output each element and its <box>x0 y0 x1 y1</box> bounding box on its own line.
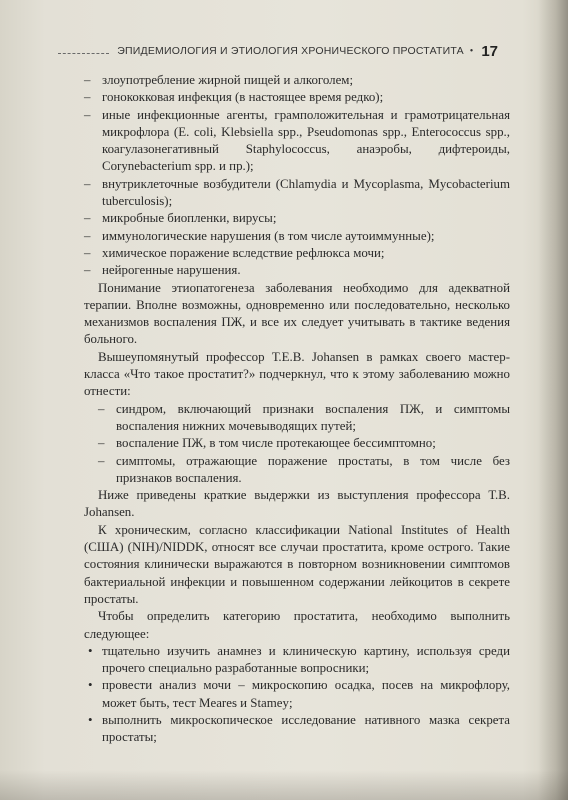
list-item: – иные инфекционные агенты, грамположительная и грамотрицательная микрофлора (E. coli, Klebsiella spp., Pseudomonas spp., Enterococcus spp., коагулазонегативный Staphylococcus, анаэробы, дифтероиды, Corynebacterium spp. и пр.); <box>84 107 510 176</box>
list-item: – синдром, включающий признаки воспаления ПЖ, и симптомы воспаления нижних мочевыводящих путей; <box>98 401 510 436</box>
list-item: – иммунологические нарушения (в том числе аутоиммунные); <box>84 228 510 245</box>
list-item: – гонококковая инфекция (в настоящее время редко); <box>84 89 510 106</box>
list-item: • провести анализ мочи – микроскопию осадка, посев на микрофлору, может быть, тест Meares и Stamey; <box>84 677 510 712</box>
page-number: 17 <box>481 43 498 60</box>
list-item: – химическое поражение вследствие рефлюкса мочи; <box>84 245 510 262</box>
list-item: – микробные биопленки, вирусы; <box>84 210 510 227</box>
list-item: • выполнить микроскопическое исследование нативного мазка секрета простаты; <box>84 712 510 747</box>
list-item: – злоупотребление жирной пищей и алкоголем; <box>84 72 510 89</box>
list-item: • тщательно изучить анамнез и клиническую картину, используя среди прочего специально разработанные вопросники; <box>84 643 510 678</box>
page-content <box>84 72 510 747</box>
list-item: – внутриклеточные возбудители (Chlamydia и Mycoplasma, Mycobacterium tuberculosis); <box>84 176 510 211</box>
header-separator: • <box>469 46 474 57</box>
list-item: – воспаление ПЖ, в том числе протекающее бессимптомно; <box>98 435 510 452</box>
diagnostic-steps-list <box>84 643 510 747</box>
page-bottom-shadow <box>0 770 568 800</box>
prostatitis-definition-list <box>98 401 510 487</box>
list-item: – нейрогенные нарушения. <box>84 262 510 279</box>
running-header <box>58 38 498 60</box>
page-spine-shadow <box>538 0 568 800</box>
list-item: – симптомы, отражающие поражение простаты, в том числе без признаков воспаления. <box>98 453 510 488</box>
etiology-factors-list <box>84 72 510 280</box>
paragraph: Вышеупомянутый профессор Т.Е.В. Johansen в рамках своего мастер-класса «Что такое простатит?» подчеркнул, что к этому заболеванию можно отнести: <box>84 349 510 399</box>
paragraph: К хроническим, согласно классификации National Institutes of Health (США) (NIH)/NIDDK, относят все случаи простатита, кроме острого. Такие состояния клинически выражаются в повторном возникновении симптомов бактериальной инфекции и повышенном содержании лейкоцитов в секрете простаты. <box>84 522 510 606</box>
paragraph: Ниже приведены краткие выдержки из выступления профессора Т.В. Johansen. <box>84 488 510 520</box>
header-rule <box>58 53 109 54</box>
paragraph: Понимание этиопатогенеза заболевания необходимо для адекватной терапии. Вполне возможны, одновременно или последовательно, несколько механизмов воспаления ПЖ, и все их следует учитывать в тактике ведения больного. <box>84 280 510 347</box>
header-title: ЭПИДЕМИОЛОГИЯ И ЭТИОЛОГИЯ ХРОНИЧЕСКОГО ПРОСТАТИТА <box>117 45 464 57</box>
paragraph: Чтобы определить категорию простатита, необходимо выполнить следующее: <box>84 609 510 641</box>
